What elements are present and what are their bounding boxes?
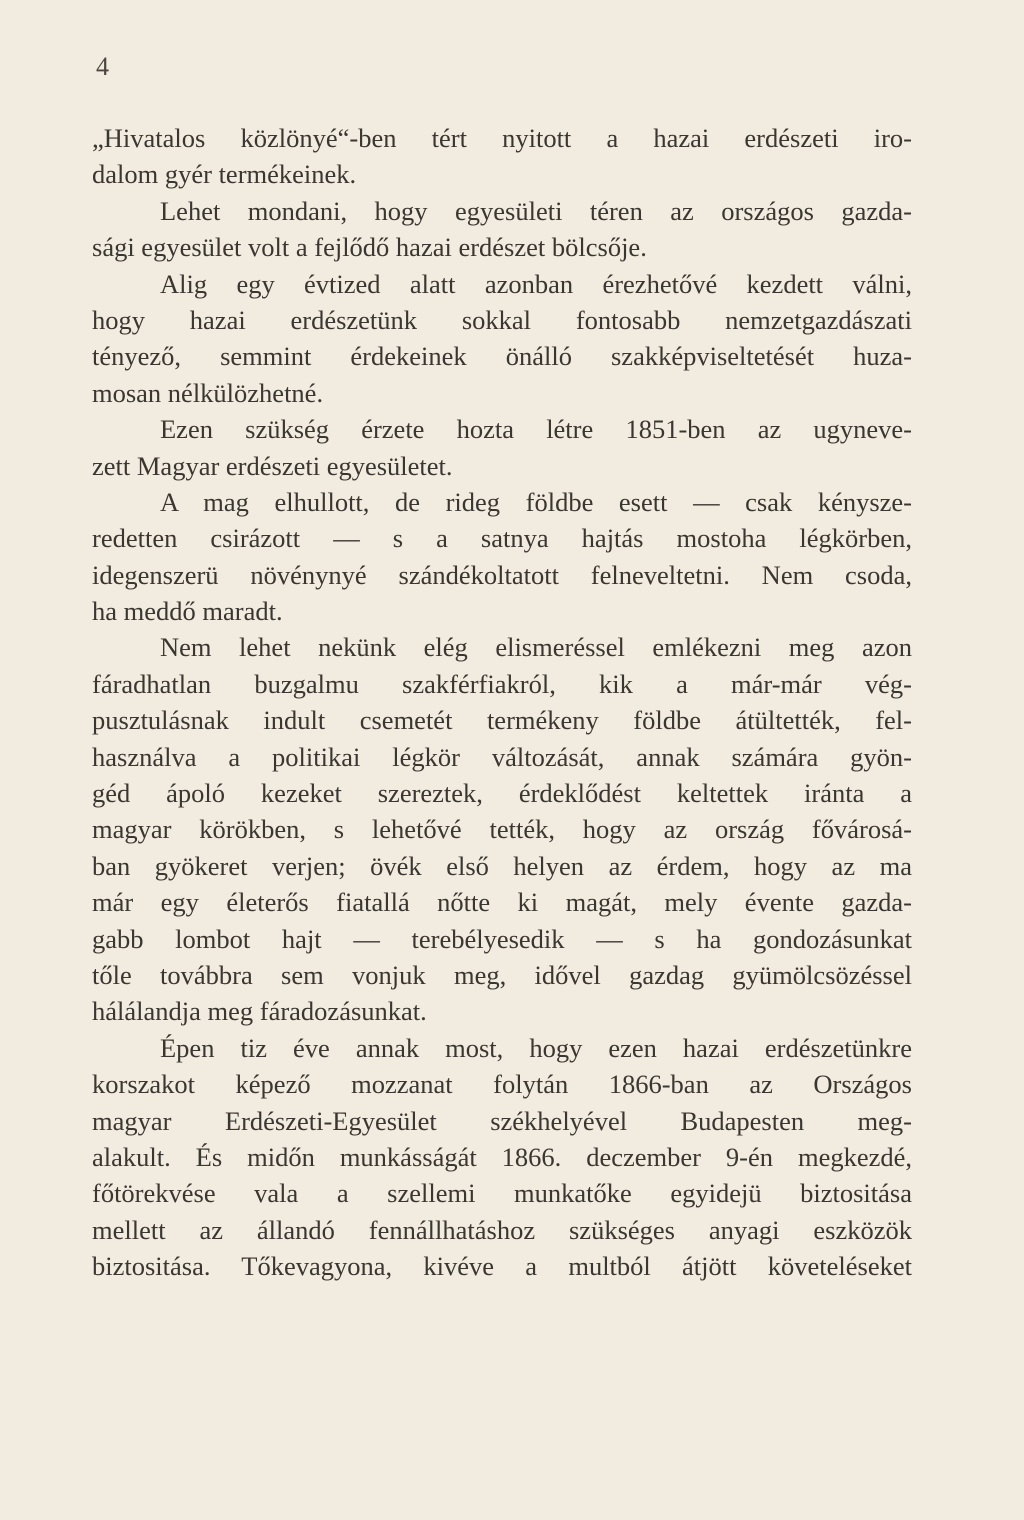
text-line: alakult. És midőn munkásságát 1866. deczember 9-én megkezdé, bbox=[92, 1141, 912, 1172]
text-line: tőle továbbra sem vonjuk meg, idővel gazdag gyümölcsözéssel bbox=[92, 959, 912, 990]
text-line: főtörekvése vala a szellemi munkatőke egyidejü biztositása bbox=[92, 1178, 912, 1209]
text-line: magyar Erdészeti-Egyesület székhelyével Budapesten meg- bbox=[92, 1105, 912, 1136]
text-line: A mag elhullott, de rideg földbe esett — csak kénysze- bbox=[160, 486, 912, 517]
text-line: biztositása. Tőkevagyona, kivéve a multból átjött követeléseket bbox=[92, 1251, 912, 1282]
text-line: korszakot képező mozzanat folytán 1866-ban az Országos bbox=[92, 1069, 912, 1100]
text-line: Alig egy évtized alatt azonban érezhetővé kezdett válni, bbox=[160, 268, 912, 299]
text-line: tényező, semmint érdekeinek önálló szakképviseltetését huza- bbox=[92, 341, 912, 372]
body-text bbox=[92, 120, 912, 1285]
text-line: ban gyökeret verjen; övék első helyen az érdem, hogy az ma bbox=[92, 850, 912, 881]
text-line: hogy hazai erdészetünk sokkal fontosabb nemzetgazdászati bbox=[92, 304, 912, 335]
text-line: „Hivatalos közlönyé“-ben tért nyitott a hazai erdészeti iro- bbox=[92, 123, 912, 153]
text-line: Ezen szükség érzete hozta létre 1851-ben az ugyneve- bbox=[160, 414, 912, 445]
text-line: gabb lombot hajt — terebélyesedik — s ha gondozásunkat bbox=[92, 923, 912, 954]
text-line: mellett az állandó fennállhatáshoz szükséges anyagi eszközök bbox=[92, 1214, 912, 1245]
text-line: ha meddő maradt. bbox=[92, 596, 283, 627]
text-line: Lehet mondani, hogy egyesületi téren az országos gazda- bbox=[160, 195, 912, 226]
text-line: hálálandja meg fáradozásunkat. bbox=[92, 996, 427, 1027]
text-line: használva a politikai légkör változását, annak számára gyön- bbox=[92, 741, 912, 772]
text-line: Nem lehet nekünk elég elismeréssel emlékezni meg azon bbox=[160, 632, 912, 663]
text-line: géd ápoló kezeket szereztek, érdeklődést keltettek iránta a bbox=[92, 778, 912, 809]
text-line: redetten csirázott — s a satnya hajtás mostoha légkörben, bbox=[92, 523, 912, 554]
page-number: 4 bbox=[96, 52, 109, 81]
text-line: fáradhatlan buzgalmu szakférfiakról, kik a már-már vég- bbox=[92, 668, 912, 699]
text-line: magyar körökben, s lehetővé tették, hogy az ország fővárosá- bbox=[92, 814, 912, 845]
text-line: Épen tiz éve annak most, hogy ezen hazai erdészetünkre bbox=[160, 1032, 912, 1063]
text-line: sági egyesület volt a fejlődő hazai erdészet bölcsője. bbox=[92, 232, 647, 263]
text-line: már egy életerős fiatallá nőtte ki magát, mely évente gazda- bbox=[92, 887, 912, 918]
text-line: zett Magyar erdészeti egyesületet. bbox=[92, 450, 453, 481]
text-line: pusztulásnak indult csemetét termékeny földbe átültették, fel- bbox=[92, 705, 912, 736]
text-line: idegenszerü növénynyé szándékoltatott felneveltetni. Nem csoda, bbox=[92, 559, 912, 590]
text-line: dalom gyér termékeinek. bbox=[92, 159, 357, 190]
text-line: mosan nélkülözhetné. bbox=[92, 377, 324, 408]
